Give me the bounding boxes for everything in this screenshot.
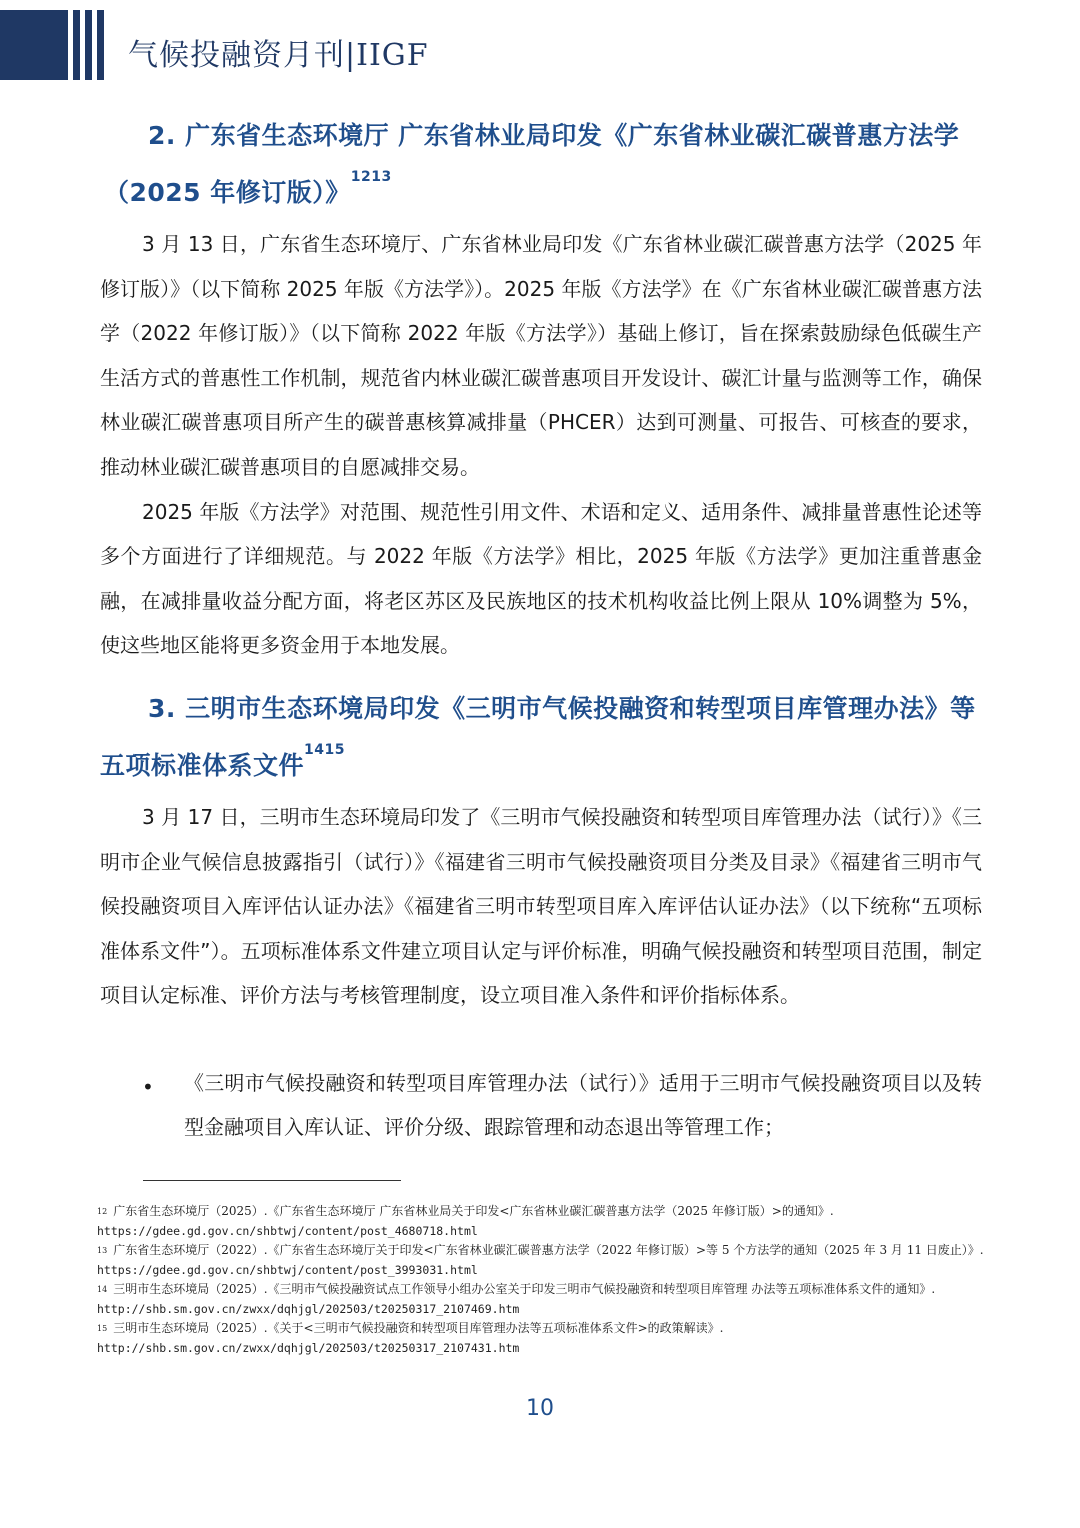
section2-body: [100, 222, 982, 668]
footnote-number: 13: [97, 1246, 108, 1255]
header-title: 气候投融资月刊|IIGF: [128, 38, 429, 73]
header-bar-stripe-1: [73, 10, 80, 80]
footnote-text: 广东省生态环境厅（2025）.《广东省生态环境厅 广东省林业局关于印发<广东省林业碳汇碳普惠方法学（2025 年修订版）>的通知》.: [113, 1204, 834, 1218]
footnotes: [97, 1202, 987, 1358]
section2-paragraph1: 3 月 13 日，广东省生态环境厅、广东省林业局印发《广东省林业碳汇碳普惠方法学（2025 年修订版）》（以下简称 2025 年版《方法学》）。2025 年版《方法学》在《广东省林业碳汇碳普惠方法学（2022 年修订版）》（以下简称 2022 年版《方法学》）基础上修订，旨在探索鼓励绿色低碳生产生活方式的普惠性工作机制，规范省内林业碳汇碳普惠项目开发设计、碳汇计量与监测等工作，确保林业碳汇碳普惠项目所产生的碳普惠核算减排量（PHCER）达到可测量、可报告、可核查的要求，推动林业碳汇碳普惠项目的自愿减排交易。: [100, 232, 982, 479]
footnote-14-url: http://shb.sm.gov.cn/zwxx/dqhjgl/202503/t20250317_2107469.htm: [97, 1301, 520, 1316]
header-bar-stripe-2: [85, 10, 92, 80]
header-bar-stripe-3: [97, 10, 104, 80]
footnote-text: 广东省生态环境厅（2022）.《广东省生态环境厅关于印发<广东省林业碳汇碳普惠方法学（2022 年修订版）>等 5 个方法学的通知（2025 年 3 月 11 日废止）》.: [113, 1243, 984, 1257]
footnote-14: [97, 1280, 987, 1300]
section3-body: [100, 795, 982, 1018]
bullet-dot: •: [142, 1075, 154, 1099]
header-bar-block: [0, 10, 68, 80]
footnote-15-url: http://shb.sm.gov.cn/zwxx/dqhjgl/202503/t20250317_2107431.htm: [97, 1340, 520, 1355]
section3-heading-line2: [100, 742, 345, 782]
section3-heading-text: 五项标准体系文件: [100, 751, 305, 780]
section3-paragraph1: 3 月 17 日，三明市生态环境局印发了《三明市气候投融资和转型项目库管理办法（试行）》《三明市企业气候信息披露指引（试行）》《福建省三明市气候投融资项目分类及目录》《福建省三明市气候投融资项目入库评估认证办法》《福建省三明市转型项目库入库评估认证办法》（以下统称“五项标准体系文件”）。五项标准体系文件建立项目认定与评价标准，明确气候投融资和转型项目范围，制定项目认定标准、评价方法与考核管理制度，设立项目准入条件和评价指标体系。: [100, 805, 982, 1008]
footnote-12: [97, 1202, 987, 1222]
footnote-text: 三明市生态环境局（2025）.《关于<三明市气候投融资和转型项目库管理办法等五项标准体系文件>的政策解读》.: [113, 1321, 724, 1335]
page-number: 10: [526, 1396, 554, 1421]
footnote-15: [97, 1319, 987, 1339]
footnote-text: 三明市生态环境局（2025）.《三明市气候投融资试点工作领导小组办公室关于印发三明市气候投融资和转型项目库管理 办法等五项标准体系文件的通知》.: [113, 1282, 936, 1296]
footnote-number: 15: [97, 1324, 108, 1333]
section2-heading-line2: [104, 169, 392, 209]
section2-paragraph2: 2025 年版《方法学》对范围、规范性引用文件、术语和定义、适用条件、减排量普惠性论述等多个方面进行了详细规范。与 2022 年版《方法学》相比，2025 年版《方法学》更加注重普惠金融，在减排量收益分配方面，将老区苏区及民族地区的技术机构收益比例上限从 10%调整为 5%，使这些地区能将更多资金用于本地发展。: [100, 499, 982, 658]
section3-footnote-ref: 1415: [304, 742, 345, 758]
footnote-13-url: https://gdee.gd.gov.cn/shbtwj/content/post_3993031.html: [97, 1262, 478, 1277]
footnote-12-url: https://gdee.gd.gov.cn/shbtwj/content/post_4680718.html: [97, 1223, 478, 1238]
footnote-rule: [143, 1180, 401, 1181]
section3-bullet-item: 《三明市气候投融资和转型项目库管理办法（试行）》适用于三明市气候投融资项目以及转型金融项目入库认证、评价分级、跟踪管理和动态退出等管理工作；: [184, 1071, 982, 1139]
footnote-number: 14: [97, 1285, 108, 1294]
footnote-13: [97, 1241, 987, 1261]
section2-heading-line1: 2. 广东省生态环境厅 广东省林业局印发《广东省林业碳汇碳普惠方法学: [148, 121, 960, 150]
footnote-number: 12: [97, 1207, 108, 1216]
section2-footnote-ref: 1213: [350, 169, 392, 185]
section2-heading-text: （2025 年修订版）》: [104, 178, 351, 207]
section3-heading-line1: 3. 三明市生态环境局印发《三明市气候投融资和转型项目库管理办法》等: [148, 694, 976, 723]
